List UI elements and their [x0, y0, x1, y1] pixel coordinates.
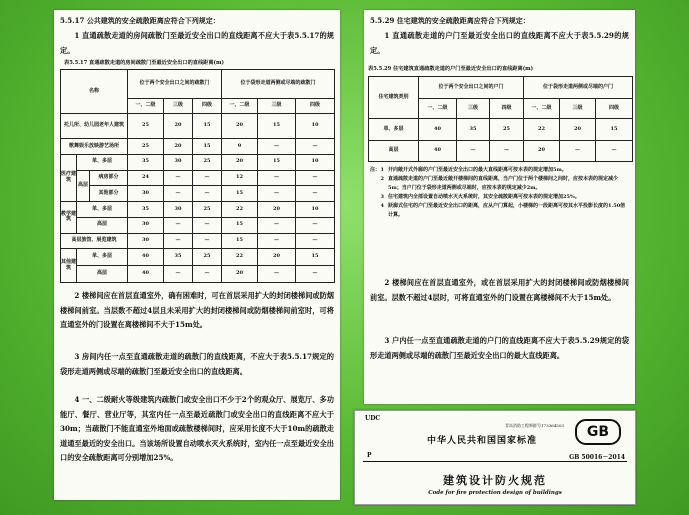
table-row: [61, 217, 335, 233]
note-number: 3: [380, 194, 384, 200]
standard-number: GB 50016－2014: [569, 454, 625, 461]
header-dead-end: 位于袋形走道两侧或尽端的户门: [524, 77, 633, 99]
clause-5-5-17-item-2: 2 楼梯间应在首层直通室外，确有困难时，可在首层采用扩大的封闭楼梯间或防烟楼梯间前室。当层数不超过4层且未采用扩大的封闭楼梯间或防烟楼梯间前室时，可将直通室外的门设置在离楼梯间不大于15m处。: [60, 291, 334, 329]
cell: —: [193, 186, 222, 202]
row-label: 单、多层: [369, 119, 419, 141]
cell: 25: [193, 154, 222, 170]
cell: —: [258, 233, 296, 249]
header-level: 一、二级: [128, 99, 164, 114]
cell: —: [296, 139, 335, 155]
cell: —: [296, 170, 335, 186]
cell: 15: [193, 114, 222, 139]
standard-cover: [354, 410, 636, 505]
clause-5-5-17-item-3: 3 房间内任一点至直通疏散走道的疏散门的直线距离，不应大于表5.5.17规定的袋形走道两侧或尽端的疏散门至最近安全出口的直线距离。: [60, 352, 334, 376]
row-sublabel: 单、多层: [77, 202, 128, 218]
clause-5-5-29-item-3: 3 户内任一点至直通疏散走道的户门的直线距离不应大于表5.5.29规定的袋形走道两侧或尽端的疏散门至最近安全出口的最大直线距离。: [370, 336, 629, 360]
cell: 20: [164, 139, 193, 155]
cell: 12: [222, 170, 258, 186]
cell: 35: [457, 119, 490, 141]
note-number: 2: [380, 176, 384, 182]
gb-logo-icon: GB: [575, 419, 621, 445]
row-sublabel: 高层: [77, 217, 128, 233]
row-sublabel: 高层: [77, 266, 128, 283]
table-row: [61, 154, 335, 170]
cell: —: [560, 141, 596, 162]
table-row: [369, 141, 633, 162]
cell: 40: [419, 119, 457, 141]
cell: 10: [296, 202, 335, 218]
table-5-5-17: [60, 69, 335, 283]
row-sublabel: 高层: [77, 170, 90, 201]
clause-5-5-29-item-2: 2 楼梯间应在首层直通室外，或在首层采用扩大的封闭楼梯间或防烟楼梯间前室。层数不超过4层时，可将直通室外的门设置在离楼梯间不大于15m处。: [370, 278, 629, 302]
cell: —: [258, 170, 296, 186]
cell: —: [258, 186, 296, 202]
cell: —: [258, 266, 296, 283]
clause-5-5-17-item-4: 4 一、二级耐火等级建筑内疏散门或安全出口不少于2个的观众厅、展览厅、多功能厅、餐厅、营业厅等，其室内任一点至最近疏散门或安全出口的直线距离不应大于30m；当疏散门不能直通室外地面或疏散楼梯间时，应采用长度不大于10m的疏散走道通至最近的安全出口。当该场所设置自动喷水灭火系统时，室内任一点至最近安全出口的安全疏散距离可分别增加25%。: [60, 395, 334, 462]
cell: —: [164, 266, 193, 283]
cell: —: [164, 233, 193, 249]
note-text: 直通疏散走道的户门至最近敞开楼梯间的直线距离，当户门位于两个楼梯间之间时，应按本表的规定减少5m；当户门位于袋形走道两侧或尽端时，应按本表的规定减少2m。: [388, 176, 619, 191]
header-between-exits: 位于两个安全出口之间的户门: [419, 77, 524, 99]
left-page: [54, 10, 340, 500]
clause-5-5-17-item-1: 1 直通疏散走道的房间疏散门至最近安全出口的直线距离不应大于表5.5.17的规定。: [60, 31, 334, 55]
table-row: [61, 202, 335, 218]
header-level: 四级: [193, 99, 222, 114]
table-5-5-29-caption: 表5.5.29 住宅建筑直通疏散走道的户门至最近安全出口的直线距离(m): [368, 66, 534, 72]
cell: 30: [164, 202, 193, 218]
cell: —: [296, 266, 335, 283]
header-level: 三级: [560, 99, 596, 119]
row-label: 教学建筑: [61, 202, 77, 233]
table-5-5-29: [368, 76, 633, 162]
cell: 20: [560, 119, 596, 141]
header-level: 一、二级: [222, 99, 258, 114]
header-level: 一、二级: [419, 99, 457, 119]
cell: 15: [596, 119, 633, 141]
cell: 20: [164, 114, 193, 139]
table-5-5-17-caption: 表5.5.17 直通疏散走道的房间疏散门至最近安全出口的直线距离(m): [64, 60, 224, 66]
table-row: [61, 114, 335, 139]
cell: 30: [164, 154, 193, 170]
cell: 15: [222, 186, 258, 202]
right-page: [364, 10, 635, 404]
note-number: 1: [380, 167, 384, 173]
row-label: 高层旅馆、展览建筑: [61, 233, 128, 249]
table-row: [61, 249, 335, 266]
cell: —: [193, 170, 222, 186]
cell: —: [490, 141, 524, 162]
cell: 15: [222, 233, 258, 249]
cell: 25: [490, 119, 524, 141]
cell: 25: [128, 114, 164, 139]
note-text: 开向敞开式外廊的户门至最近安全出口的最大直线距离可按本表的规定增加5m。: [388, 167, 567, 173]
cell: 30: [128, 217, 164, 233]
row-label: 歌舞娱乐放映游艺场所: [61, 139, 128, 155]
cell: 9: [222, 139, 258, 155]
note-number: 4: [380, 203, 384, 209]
header-level: 三级: [457, 99, 490, 119]
cell: —: [193, 217, 222, 233]
cell: —: [596, 141, 633, 162]
cover-p: P: [367, 452, 372, 459]
cell: 40: [419, 141, 457, 162]
cell: —: [296, 186, 335, 202]
header-name: 名称: [61, 70, 128, 114]
clause-5-5-29-item-1: 1 直通疏散走道的户门至最近安全出口的直线距离不应大于表5.5.29的规定。: [370, 31, 629, 55]
row-label: 其他建筑: [61, 249, 77, 283]
cell: 24: [128, 170, 164, 186]
cell: —: [164, 170, 193, 186]
header-level: 一、二级: [524, 99, 560, 119]
cell: 15: [296, 249, 335, 266]
cell: 25: [193, 202, 222, 218]
cell: 35: [164, 249, 193, 266]
cell: —: [193, 266, 222, 283]
cell: —: [258, 217, 296, 233]
table-row: [61, 266, 335, 283]
row-subsublabel: 其他部分: [90, 186, 128, 202]
cell: —: [457, 141, 490, 162]
standard-subtitle: Code for fire protection design of buildings: [428, 490, 562, 496]
table-row: [369, 119, 633, 141]
cell: 10: [296, 154, 335, 170]
clause-5-5-17-title: 5.5.17 公共建筑的安全疏散距离应符合下列规定：: [60, 16, 220, 25]
note-text: 跃廊式住宅的户门至最近安全出口的距离，应从户门算起，小楼梯的一段距离可按其水平投影长度的1.50倍计算。: [388, 203, 626, 218]
notes-label: 注：: [370, 167, 381, 173]
cell: 10: [296, 114, 335, 139]
cell: 35: [128, 154, 164, 170]
cell: 20: [222, 114, 258, 139]
note-text: 住宅建筑内全部设置自动喷水灭火系统时，其安全疏散距离可按本表的规定增加25%。: [388, 194, 580, 200]
header-level: 三级: [164, 99, 193, 114]
cell: 30: [128, 233, 164, 249]
cell: —: [258, 139, 296, 155]
header-level: 四级: [296, 99, 335, 114]
cell: 40: [128, 266, 164, 283]
header-dead-end: 位于袋形走道两侧或尽端的疏散门: [222, 70, 335, 99]
cover-code: 青岛消防工程师群号173364503: [505, 423, 564, 428]
cell: 40: [128, 249, 164, 266]
header-level: 四级: [490, 99, 524, 119]
table-row: [61, 139, 335, 155]
cell: 15: [258, 114, 296, 139]
cell: 15: [193, 139, 222, 155]
divider: [363, 461, 627, 462]
cell: 22: [222, 249, 258, 266]
cell: 22: [524, 119, 560, 141]
cell: 25: [128, 139, 164, 155]
cell: 35: [128, 202, 164, 218]
cell: 20: [222, 154, 258, 170]
row-label: 医疗建筑: [61, 154, 77, 201]
cell: 20: [258, 249, 296, 266]
clause-5-5-29-title: 5.5.29 住宅建筑的安全疏散距离应符合下列规定：: [370, 16, 530, 25]
cover-org: 中华人民共和国国家标准: [427, 436, 538, 446]
row-label: 高层: [369, 141, 419, 162]
cell: 22: [222, 202, 258, 218]
row-sublabel: 单、多层: [77, 154, 128, 170]
row-subsublabel: 病房部分: [90, 170, 128, 186]
standard-title: 建筑设计防火规范: [443, 474, 547, 487]
table-notes: [370, 166, 629, 220]
header-level: 四级: [596, 99, 633, 119]
cell: 30: [128, 186, 164, 202]
header-between-exits: 位于两个安全出口之间的疏散门: [128, 70, 222, 99]
cell: 15: [258, 154, 296, 170]
cell: 20: [524, 141, 560, 162]
table-row: [61, 186, 335, 202]
cell: 20: [258, 202, 296, 218]
cell: 25: [193, 249, 222, 266]
header-category: 住宅建筑类别: [369, 77, 419, 119]
cell: —: [164, 186, 193, 202]
cell: 15: [222, 217, 258, 233]
table-row: [61, 233, 335, 249]
row-label: 托儿所、幼儿园老年人建筑: [61, 114, 128, 139]
cell: —: [193, 233, 222, 249]
row-sublabel: 单、多层: [77, 249, 128, 266]
cell: 20: [222, 266, 258, 283]
table-row: [61, 170, 335, 186]
cell: —: [296, 233, 335, 249]
udc-label: UDC: [365, 415, 381, 422]
header-level: 三级: [258, 99, 296, 114]
cell: —: [164, 217, 193, 233]
cell: —: [296, 217, 335, 233]
